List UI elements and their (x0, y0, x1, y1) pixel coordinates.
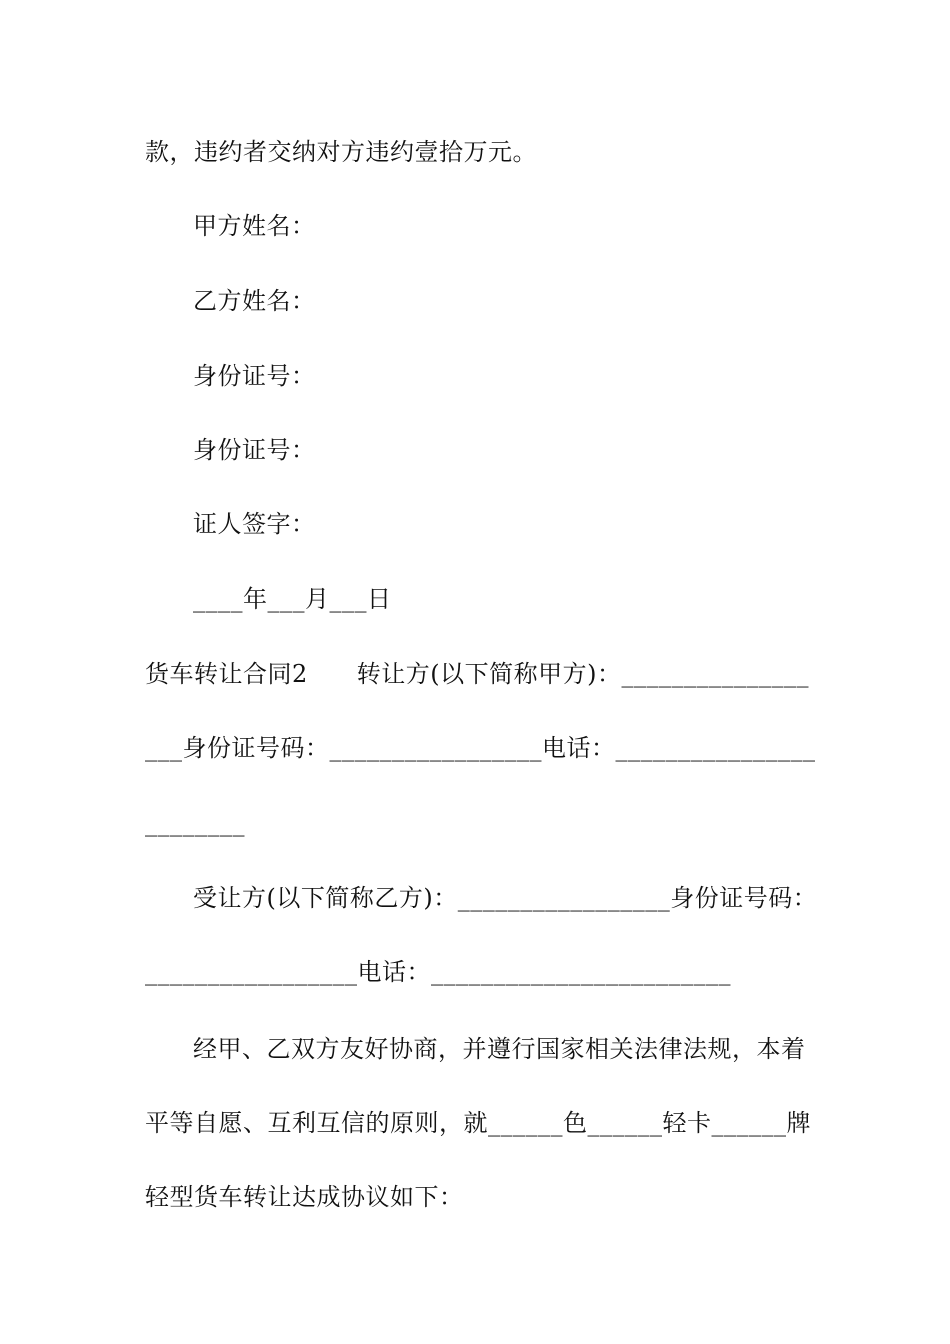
transferor-id-phone-line: ___身份证号码：_________________电话：________________ (145, 734, 816, 762)
paragraph-penalty-clause: 款，违约者交纳对方违约壹拾万元。 (145, 138, 537, 166)
party-a-name-label: 甲方姓名： (193, 212, 316, 240)
blank-continuation-line: ________ (145, 809, 245, 837)
contract-title-transferor: 货车转让合同2 转让方(以下简称甲方)：_______________ (145, 660, 809, 688)
witness-signature-label: 证人签字： (193, 510, 316, 538)
transferee-phone-line: _________________电话：________________________ (145, 958, 731, 986)
party-b-name-label: 乙方姓名： (193, 287, 316, 315)
transferee-line: 受让方(以下简称乙方)：_________________身份证号码： (193, 884, 818, 912)
agreement-intro-line-3: 轻型货车转让达成协议如下： (145, 1183, 464, 1211)
id-number-label-2: 身份证号： (193, 436, 316, 464)
agreement-intro-line-2: 平等自愿、互利互信的原则，就______色______轻卡______牌 (145, 1109, 811, 1137)
id-number-label-1: 身份证号： (193, 362, 316, 390)
agreement-intro-line-1: 经甲、乙双方友好协商，并遵行国家相关法律法规，本着 (193, 1035, 806, 1063)
date-line: ____年___月___日 (193, 585, 392, 613)
